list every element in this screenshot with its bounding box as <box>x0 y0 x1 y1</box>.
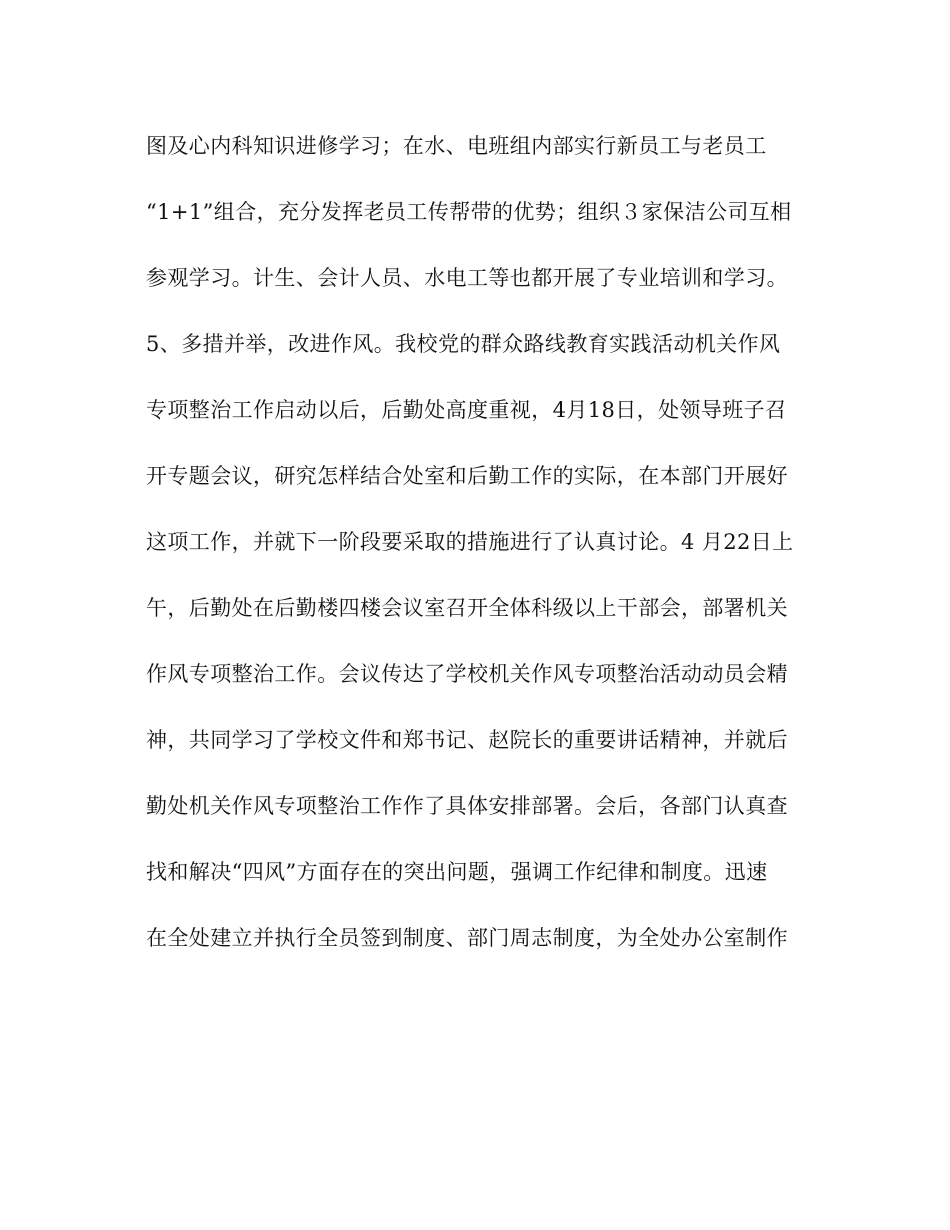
text-line: 5、多措并举，改进作风。我校党的群众路线教育实践活动机关作风 <box>146 332 781 356</box>
text-line: 图及心内科知识进修学习；在水、电班组内部实行新员工与老员工 <box>146 134 767 158</box>
text-line: 参观学习。计生、会计人员、水电工等也都开展了专业培训和学习。 <box>146 266 788 290</box>
text-line: 专项整治工作启动以后，后勤处高度重视，4月18日，处领导班子召 <box>146 398 787 422</box>
text-line: 开专题会议，研究怎样结合处室和后勤工作的实际，在本部门开展好 <box>146 464 788 488</box>
text-line: 勤处机关作风专项整治工作作了具体安排部署。会后，各部门认真查 <box>146 794 788 818</box>
text-line: 找和解决“四风”方面存在的突出问题，强调工作纪律和制度。迅速 <box>146 860 768 884</box>
text-line: 作风专项整治工作。会议传达了学校机关作风专项整治活动动员会精 <box>146 662 788 686</box>
document-body <box>146 124 816 982</box>
text-line: 这项工作，并就下一阶段要采取的措施进行了认真讨论。4 月22日上 <box>146 530 794 554</box>
text-line: 午，后勤处在后勤楼四楼会议室召开全体科级以上干部会，部署机关 <box>146 596 788 620</box>
text-line: 神，共同学习了学校文件和郑书记、赵院长的重要讲话精神，并就后 <box>146 728 788 752</box>
text-line: “1+1”组合，充分发挥老员工传帮带的优势；组织３家保洁公司互相 <box>146 200 792 224</box>
text-line: 在全处建立并执行全员签到制度、部门周志制度，为全处办公室制作 <box>146 926 788 950</box>
